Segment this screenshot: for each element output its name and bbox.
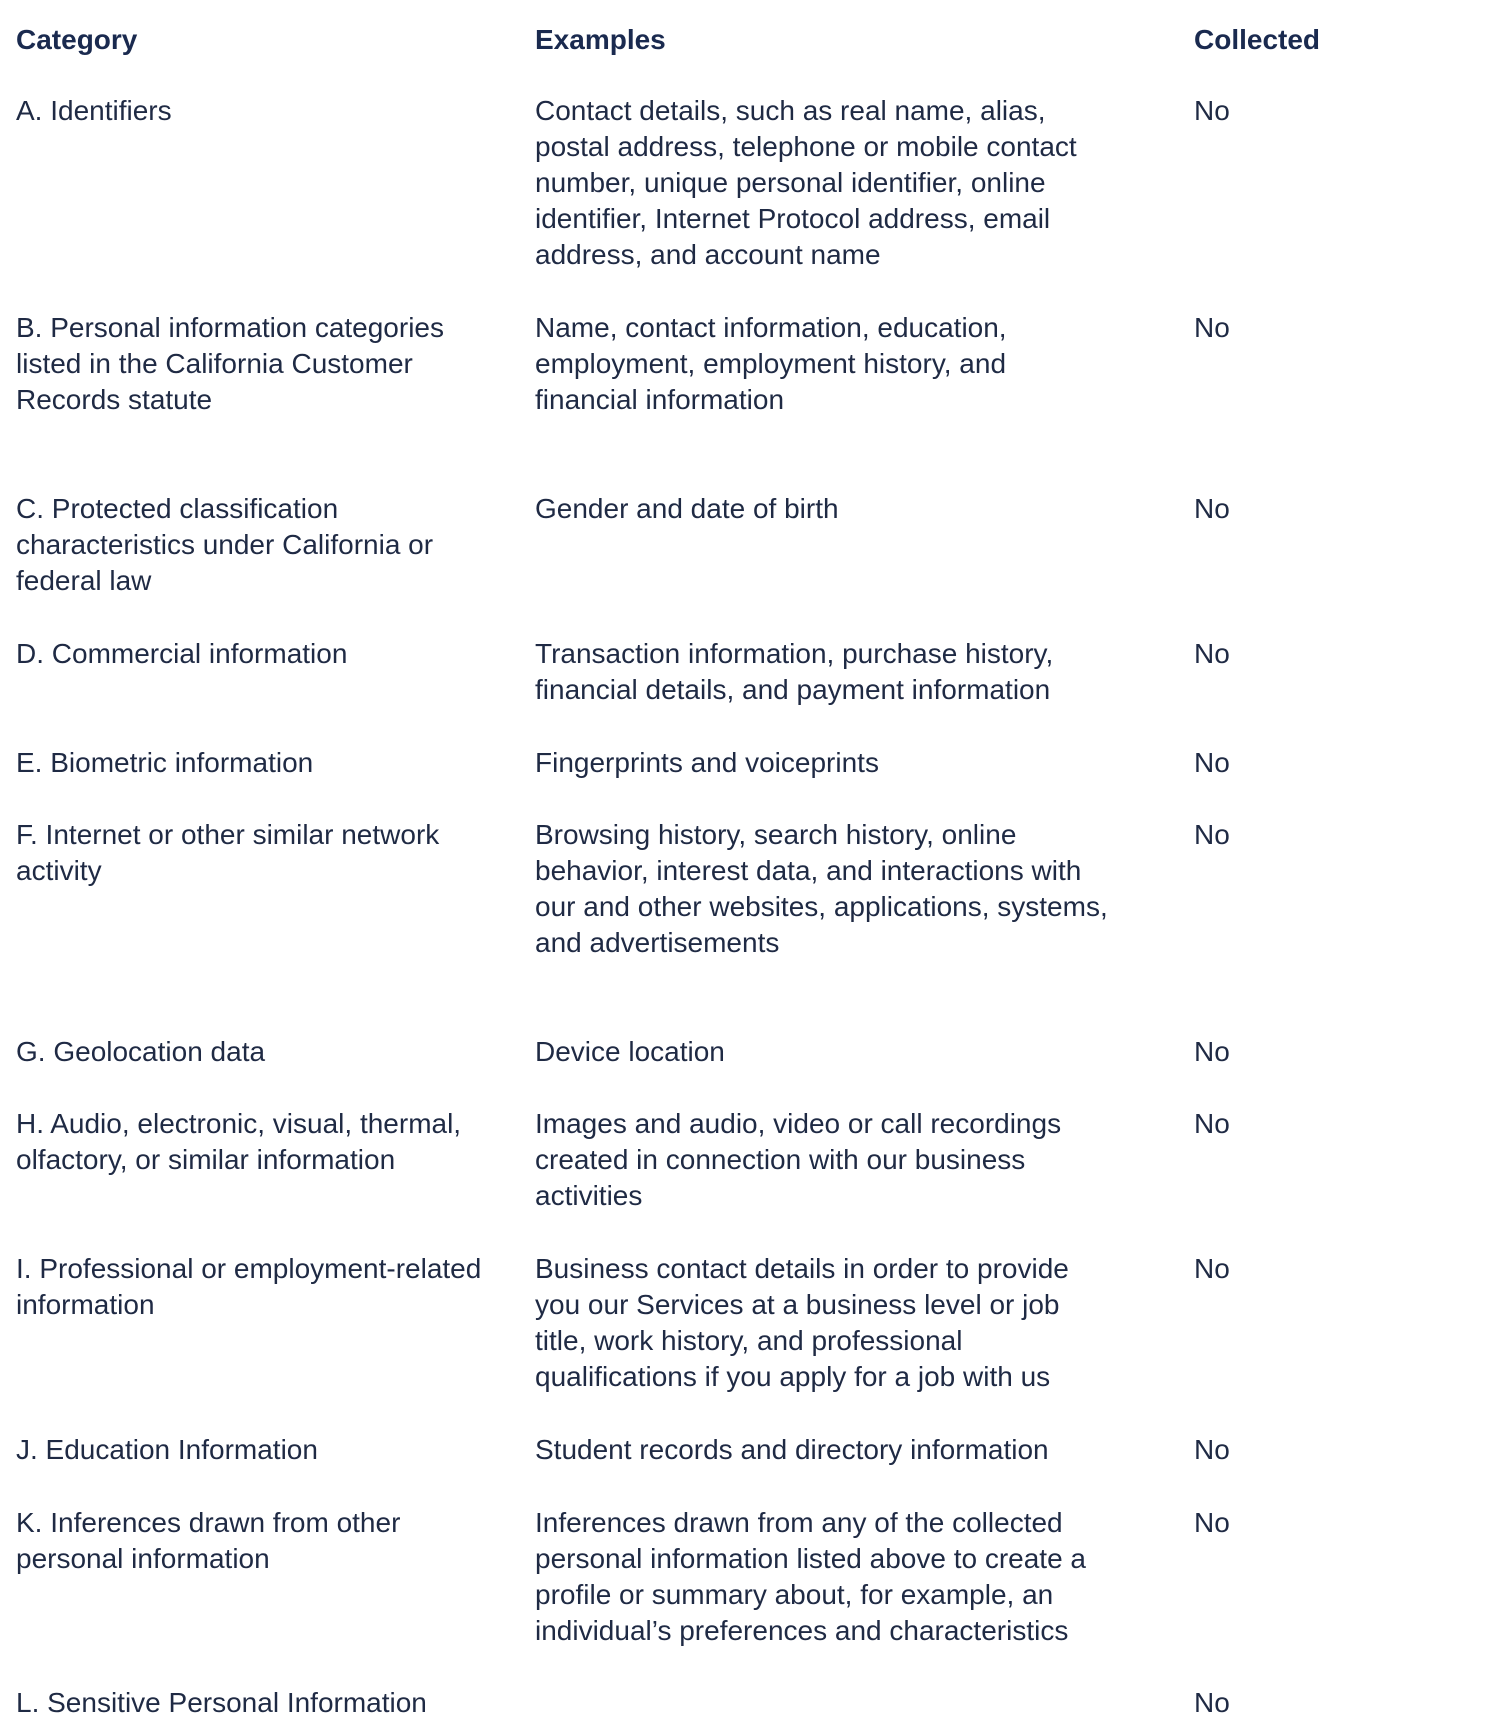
row-category: K. Inferences drawn from other personal information [16,1507,401,1574]
row-examples: Device location [535,1036,725,1067]
row-examples: Transaction information, purchase history, financial details, and payment information [535,638,1054,705]
row-collected: No [1194,312,1230,343]
row-category: C. Protected classification characteristics under California or federal law [16,493,434,596]
row-examples: Name, contact information, education, employment, employment history, and financial information [535,312,1007,415]
row-category: B. Personal information categories listed in the California Customer Records statute [16,312,444,415]
row-category: L. Sensitive Personal Information [16,1687,427,1718]
row-examples: Fingerprints and voiceprints [535,747,879,778]
header-collected: Collected [1194,24,1321,55]
row-collected: No [1194,1434,1230,1465]
row-category: G. Geolocation data [16,1036,266,1067]
header-examples: Examples [535,24,666,55]
row-collected: No [1194,1687,1230,1718]
row-examples: Student records and directory information [535,1434,1049,1465]
row-collected: No [1194,819,1230,850]
row-category: J. Education Information [16,1434,318,1465]
row-examples: Gender and date of birth [535,493,839,524]
row-category: D. Commercial information [16,638,348,669]
row-collected: No [1194,638,1230,669]
row-examples: Business contact details in order to provide you our Services at a business level or job title, work history, and professional qualifications if you apply for a job with us [535,1253,1069,1392]
row-collected: No [1194,1108,1230,1139]
row-collected: No [1194,1036,1230,1067]
row-examples: Images and audio, video or call recordings created in connection with our business activities [535,1108,1062,1211]
row-category: F. Internet or other similar network activity [16,819,440,886]
header-category: Category [16,24,138,55]
row-examples: Contact details, such as real name, alias, postal address, telephone or mobile contact number, unique personal identifier, online identifier, Internet Protocol address, email address, and account name [535,95,1077,270]
row-collected: No [1194,747,1230,778]
row-collected: No [1194,493,1230,524]
row-category: E. Biometric information [16,747,314,778]
row-category: I. Professional or employment-related information [16,1253,482,1320]
row-examples: Inferences drawn from any of the collected personal information listed above to create a profile or summary about, for example, an individual’s preferences and characteristics [535,1507,1086,1646]
row-examples: Browsing history, search history, online behavior, interest data, and interactions with our and other websites, applications, systems, and advertisements [535,819,1108,958]
row-collected: No [1194,1507,1230,1538]
row-collected: No [1194,95,1230,126]
row-collected: No [1194,1253,1230,1284]
row-category: H. Audio, electronic, visual, thermal, olfactory, or similar information [16,1108,462,1175]
row-category: A. Identifiers [16,95,172,126]
